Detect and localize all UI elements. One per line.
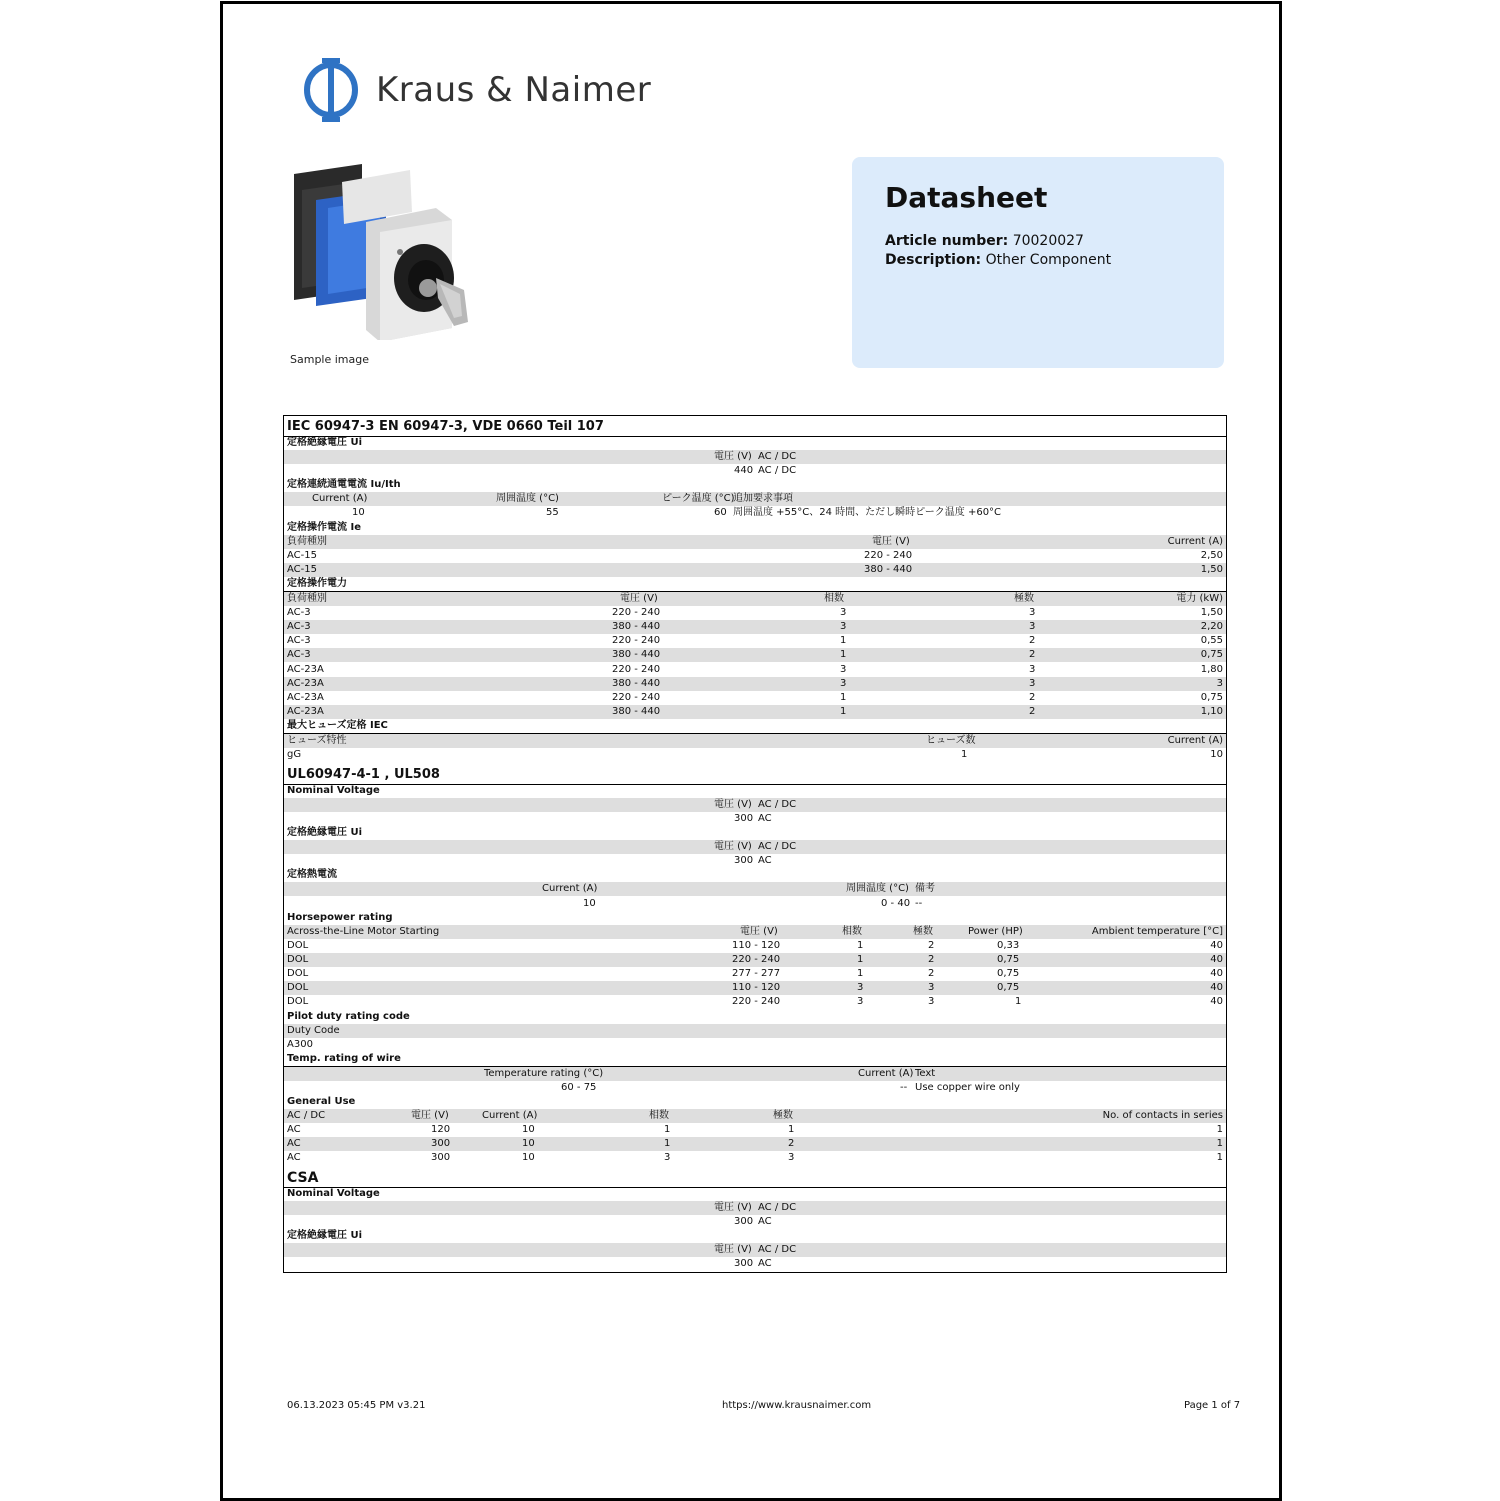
table-row: 10 0 - 40 -- <box>583 898 923 909</box>
table-row: DOL 220 - 240 1 2 0,75 40 <box>284 953 1226 967</box>
product-sample-image <box>288 160 478 340</box>
description: Description: Other Component <box>885 252 1112 268</box>
table-row: AC 120 10 1 1 1 <box>287 1124 1223 1135</box>
footer-page-number: Page 1 of 7 <box>1184 1400 1241 1411</box>
footer-url[interactable]: https://www.krausnaimer.com <box>722 1400 872 1411</box>
table-header-row: AC / DC 電圧 (V) Current (A) 相数 極数 No. of contacts in series <box>284 1109 1226 1123</box>
section-title-ul: UL60947-4-1 , UL508 <box>284 766 1226 785</box>
table-header-row: 電圧 (V) AC / DC <box>284 1243 1226 1257</box>
table-header-row: 負荷種別 電圧 (V) 相数 極数 電力 (kW) <box>284 592 1226 606</box>
datasheet-title: Datasheet <box>885 181 1048 214</box>
table-row: 10 55 60 周囲温度 +55°C、24 時間、ただし瞬時ピーク温度 +60°C <box>352 507 1002 518</box>
table-row: AC 300 10 3 3 1 <box>287 1152 1223 1163</box>
footer-timestamp: 06.13.2023 05:45 PM v3.21 <box>287 1400 426 1411</box>
subsection-max-fuse: 最大ヒューズ定格 IEC <box>284 719 1226 734</box>
table-row: AC-23A 380 - 440 1 2 1,10 <box>284 705 1226 719</box>
subsection-wire-temp: Temp. rating of wire <box>284 1052 1226 1067</box>
table-row: DOL 110 - 120 1 2 0,33 40 <box>287 940 1223 951</box>
table-header-row: 負荷種別 電圧 (V) Current (A) <box>284 535 1226 549</box>
table-row: DOL 277 - 277 1 2 0,75 40 <box>287 968 1223 979</box>
subsection-insulation-voltage: 定格絶縁電圧 Ui <box>284 436 1226 451</box>
table-row: 440 AC / DC <box>734 465 797 476</box>
subsection-pilot-duty: Pilot duty rating code <box>284 1010 1226 1025</box>
table-row: AC-23A 220 - 240 3 3 1,80 <box>287 664 1223 675</box>
table-header-row: Current (A) 周囲温度 (°C) 備考 <box>284 882 1226 896</box>
table-row: AC-15 220 - 240 2,50 <box>287 550 1223 561</box>
table-header-row: ヒューズ特性 ヒューズ数 Current (A) <box>284 734 1226 748</box>
subsection-nominal-voltage: Nominal Voltage <box>284 784 1226 799</box>
table-row: DOL 110 - 120 3 3 0,75 40 <box>284 981 1226 995</box>
table-row: AC-3 220 - 240 1 2 0,55 <box>287 635 1223 646</box>
table-row: gG 1 10 <box>287 749 1223 760</box>
table-row: A300 <box>287 1039 313 1050</box>
section-title-iec: IEC 60947-3 EN 60947-3, VDE 0660 Teil 107 <box>284 418 1226 437</box>
table-row: AC 300 10 1 2 1 <box>284 1137 1226 1151</box>
table-header-row: Duty Code <box>284 1024 1226 1038</box>
subsection-insulation-voltage: 定格絶縁電圧 Ui <box>284 1229 1226 1244</box>
subsection-horsepower: Horsepower rating <box>284 911 1226 926</box>
table-row: AC-3 220 - 240 3 3 1,50 <box>287 607 1223 618</box>
table-row: AC-23A 380 - 440 3 3 3 <box>284 677 1226 691</box>
table-header-row: Across-the-Line Motor Starting 電圧 (V) 相数 極数 Power (HP) Ambient temperature [°C] <box>284 925 1226 939</box>
table-row: AC-15 380 - 440 1,50 <box>284 563 1226 577</box>
logo-text: Kraus & Naimer <box>376 70 652 110</box>
table-header-row: Current (A) 周囲温度 (°C) ピーク温度 (°C) 追加要求事項 <box>284 492 1226 506</box>
table-row: DOL 220 - 240 3 3 1 40 <box>287 996 1223 1007</box>
subsection-insulation-voltage: 定格絶縁電圧 Ui <box>284 826 1226 841</box>
table-row: 300 AC <box>734 1216 772 1227</box>
table-header-row: Temperature rating (°C) Current (A) Text <box>284 1067 1226 1081</box>
subsection-operating-power: 定格操作電力 <box>284 577 1226 592</box>
table-header-row: 電圧 (V) AC / DC <box>284 450 1226 464</box>
table-header-row: 電圧 (V) AC / DC <box>284 840 1226 854</box>
article-number: Article number: 70020027 <box>885 233 1084 249</box>
subsection-thermal-current: 定格熱電流 <box>284 868 1226 883</box>
table-row: AC-3 380 - 440 3 3 2,20 <box>284 620 1226 634</box>
table-row: AC-23A 220 - 240 1 2 0,75 <box>287 692 1223 703</box>
table-row: AC-3 380 - 440 1 2 0,75 <box>284 648 1226 662</box>
table-row: 300 AC <box>734 813 772 824</box>
table-row: 300 AC <box>734 1258 772 1269</box>
table-header-row: 電圧 (V) AC / DC <box>284 1201 1226 1215</box>
datasheet-info-box <box>852 157 1224 368</box>
subsection-nominal-voltage: Nominal Voltage <box>284 1187 1226 1202</box>
subsection-operating-current: 定格操作電流 Ie <box>284 521 1226 536</box>
table-header-row: 電圧 (V) AC / DC <box>284 798 1226 812</box>
section-title-csa: CSA <box>284 1169 1226 1188</box>
table-row: 300 AC <box>734 855 772 866</box>
table-row: 60 - 75 -- Use copper wire only <box>561 1082 1020 1093</box>
image-caption: Sample image <box>290 353 370 366</box>
subsection-general-use: General Use <box>284 1095 1226 1110</box>
subsection-continuous-current: 定格連続通電電流 Iu/Ith <box>284 478 1226 493</box>
